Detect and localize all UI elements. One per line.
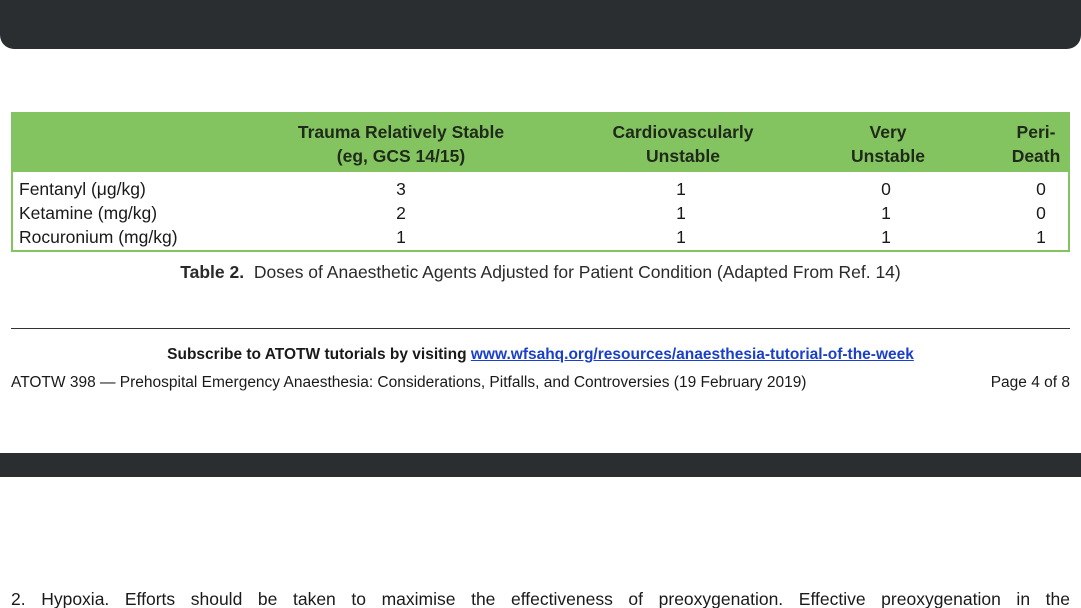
column-header-line: Cardiovascularly [612, 122, 754, 142]
table-header-row [13, 114, 1068, 172]
tutorial-link[interactable]: www.wfsahq.org/resources/anaesthesia-tutorial-of-the-week [470, 346, 914, 363]
dose-cell: 0 [1036, 179, 1046, 199]
subscribe-line [0, 346, 1081, 364]
dose-cell: 0 [1036, 203, 1046, 223]
column-header-line: Unstable [646, 146, 720, 166]
page-number: Page 4 of 8 [990, 374, 1070, 391]
dose-cell: 1 [676, 179, 686, 199]
table-caption [0, 262, 1081, 283]
dose-cell: 1 [676, 227, 686, 247]
dose-cell: 2 [396, 203, 406, 223]
agent-name: Ketamine (mg/kg) [19, 203, 158, 223]
table-row-ketamine [13, 201, 1068, 225]
subscribe-text: Subscribe to ATOTW tutorials by visiting [167, 346, 467, 363]
table-row-fentanyl [13, 177, 1068, 201]
table-caption-text: Doses of Anaesthetic Agents Adjusted for Patient Condition (Adapted From Ref. 14) [253, 262, 901, 282]
dose-cell: 1 [676, 203, 686, 223]
agent-name: Fentanyl (μg/kg) [19, 179, 146, 199]
page-gap-bar [0, 453, 1081, 477]
table-caption-label: Table 2. [180, 262, 245, 282]
body-paragraph: 2. Hypoxia. Efforts should be taken to maximise the effectiveness of preoxygenation. Effective preoxygenation in the [11, 589, 1070, 608]
column-header-very-unstable [828, 120, 948, 168]
page-footer [11, 374, 1070, 392]
dose-cell: 1 [881, 227, 891, 247]
column-header-line: Very [869, 122, 907, 142]
dose-cell: 1 [881, 203, 891, 223]
column-header-line: Peri- [1016, 122, 1056, 142]
column-header-trauma-stable [241, 120, 561, 168]
agent-name: Rocuronium (mg/kg) [19, 227, 178, 247]
viewer-top-bar [0, 0, 1081, 49]
column-header-peri-death [998, 120, 1074, 168]
footer-divider [11, 328, 1070, 329]
doses-table [11, 112, 1070, 252]
table-row-rocuronium [13, 225, 1068, 249]
column-header-cardio-unstable [583, 120, 783, 168]
column-header-line: Trauma Relatively Stable [297, 122, 505, 142]
column-header-line: (eg, GCS 14/15) [336, 146, 466, 166]
dose-cell: 0 [881, 179, 891, 199]
dose-cell: 1 [1036, 227, 1046, 247]
column-header-line: Death [1011, 146, 1061, 166]
dose-cell: 1 [396, 227, 406, 247]
dose-cell: 3 [396, 179, 406, 199]
footer-citation: ATOTW 398 — Prehospital Emergency Anaesthesia: Considerations, Pitfalls, and Controversies (19 February 2019) [11, 374, 807, 391]
column-header-line: Unstable [851, 146, 925, 166]
